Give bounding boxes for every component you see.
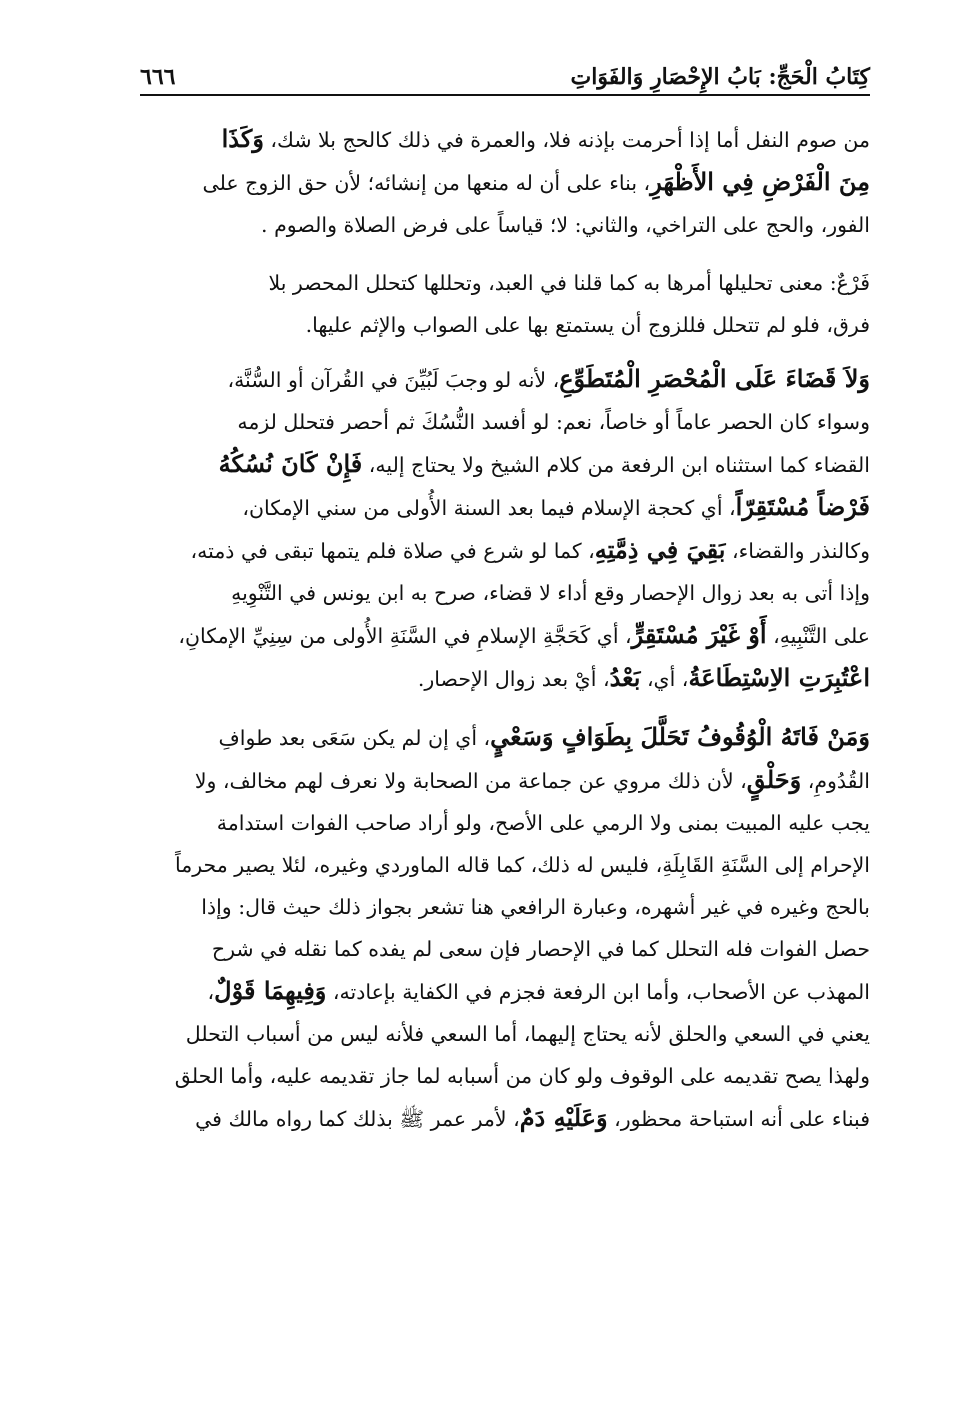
matn-highlight: وَحَلْقٍ <box>746 765 802 794</box>
text-segment: حصل الفوات فله التحلل كما في الإحصار فإن سعى لم يفده كما نقله في شرح <box>211 937 870 961</box>
text-segment: الفور، والحج على التراخي، والثاني: لا؛ قياساً على فرض الصلاة والصوم . <box>261 213 870 237</box>
text-segment: فرق، فلو لم تتحلل فللزوج أن يستمتع بها على الصواب والإثم عليها. <box>305 313 870 337</box>
text-segment: ، أي كحجة الإسلام فيما بعد السنة الأُولى من سني الإمكان، <box>242 496 736 520</box>
text-segment: ، <box>207 980 215 1004</box>
text-segment: الإحرام إلى السَّنَةِ القَابِلَةِ، فليس له ذلك، كما قاله الماوردي وغيره، لئلا يصير محرماً <box>175 853 870 877</box>
matn-highlight: وَلاَ قَضَاءَ عَلَى الْمُحْصَرِ الْمُتَطَوِّعِ <box>559 364 870 393</box>
text-segment: القُدُومِ، <box>801 769 870 793</box>
text-segment: ، أي، <box>640 667 689 691</box>
text-line <box>140 262 870 304</box>
text-line <box>140 161 870 204</box>
matn-highlight: بَقِيَ فِي ذِمَّتِهِ <box>594 535 726 564</box>
text-line <box>140 614 870 657</box>
text-segment: وإذا أتى به بعد زوال الإحصار وقع أداء لا قضاء، صرح به ابن يونس في التَّنْوِيهِ <box>231 581 870 605</box>
text-segment: ، أي إن لم يكن سَعَى بعد طوافِ <box>218 726 491 750</box>
paragraph <box>140 262 870 346</box>
matn-highlight: أَوْ غَيْرَ مُسْتَقِرٍّ <box>631 620 767 649</box>
text-line <box>140 304 870 346</box>
matn-highlight: مِنَ الْفَرْضِ فِي الأَظْهَرِ <box>650 167 870 196</box>
text-segment: ، أي كَحَجَّةِ الإسلامِ في السَّنَةِ الأُولى من سِنِيِّ الإمكانِ، <box>178 624 632 648</box>
text-line <box>140 358 870 401</box>
text-segment: ، أيْ بعد زوال الإحصار. <box>417 667 610 691</box>
text-line <box>140 1097 870 1140</box>
running-header <box>140 50 870 96</box>
matn-highlight: وَكَذَا <box>221 124 264 153</box>
text-segment: وسواء كان الحصر عاماً أو خاصاً، نعم: لو أفسد النُّسُكَ ثم أحصر فتحلل لزمه <box>237 410 870 434</box>
text-line <box>140 802 870 844</box>
text-line <box>140 204 870 246</box>
text-line <box>140 928 870 970</box>
paragraph <box>140 716 870 1140</box>
text-segment: بالحج وغيره في غير أشهره، وعبارة الرافعي هنا تشعر بجواز ذلك حيث قال: وإذا <box>201 895 870 919</box>
page-body <box>140 118 870 1156</box>
text-line <box>140 572 870 614</box>
text-segment: ، لأنه لو وجبَ لَبُيِّنَ في القُرآن أو السُّنَّة، <box>227 368 560 392</box>
paragraph <box>140 118 870 246</box>
matn-highlight: فَإِنْ كَانَ نُسُكُهُ <box>218 449 363 478</box>
text-segment: ، بناء على أن له منعها من إنشائه؛ لأن حق الزوج على <box>202 171 651 195</box>
text-line <box>140 759 870 802</box>
text-segment: القضاء كما استثناه ابن الرفعة من كلام الشيخ ولا يحتاج إليه، <box>362 453 870 477</box>
text-line <box>140 529 870 572</box>
matn-highlight: فَرْضاً مُسْتَقِرّاً <box>735 492 870 521</box>
page-number: ٦٦٦ <box>140 64 176 90</box>
text-line <box>140 657 870 700</box>
text-segment: من صوم النفل أما إذا أحرمت بإذنه فلا، والعمرة في ذلك كالحج بلا شك، <box>263 128 870 152</box>
text-line <box>140 401 870 443</box>
matn-highlight: وَمَنْ فَاتَهُ الْوُقُوفُ تَحَلَّلَ بِطَوَافٍ وَسَعْيٍ <box>490 722 870 751</box>
text-segment: ولهذا يصح تقديمه على الوقوف ولو كان من أسبابه لما جاز تقديمه عليه، وأما الحلق <box>174 1064 870 1088</box>
text-segment: يعني في السعي والحلق لأنه يحتاج إليهما، أما السعي فلأنه ليس من أسباب التحلل <box>185 1022 870 1046</box>
text-segment: ، كما لو شرع في صلاة فلم يتمها تبقى في ذمته، <box>190 539 595 563</box>
text-segment: على التَّنْبِيهِ، <box>766 624 870 648</box>
text-segment: ، لأمر عمر ﷺ بذلك كما رواه مالك في <box>195 1107 520 1131</box>
matn-highlight: وَفِيهِمَا قَوْلٌ <box>214 976 327 1005</box>
text-segment: فبناء على أنه استباحة محظور، <box>607 1107 870 1131</box>
text-line <box>140 486 870 529</box>
text-line <box>140 1013 870 1055</box>
text-segment: ، لأن ذلك مروي عن جماعة من الصحابة ولا نعرف لهم مخالف، ولا <box>194 769 747 793</box>
text-segment: فَرْعٌ: معنى تحليلها أمرها به كما قلنا في العبد، وتحللها كتحلل المحصر بلا <box>268 271 870 295</box>
text-line <box>140 443 870 486</box>
chapter-title: كِتَابُ الْحَجِّ: بَابُ الإِحْصَارِ وَالفَوَاتِ <box>570 64 870 90</box>
text-line <box>140 844 870 886</box>
text-line <box>140 886 870 928</box>
paragraph <box>140 358 870 700</box>
text-line <box>140 970 870 1013</box>
text-line <box>140 118 870 161</box>
text-segment: وكالنذر والقضاء، <box>725 539 870 563</box>
text-segment: يجب عليه المبيت بمنى ولا الرمي على الأصح، ولو أراد صاحب الفوات استدامة <box>216 811 870 835</box>
matn-highlight: بَعْدُ <box>609 663 641 692</box>
matn-highlight: وَعَلَيْهِ دَمٌ <box>519 1103 608 1132</box>
text-line <box>140 1055 870 1097</box>
text-segment: المهذب عن الأصحاب، وأما ابن الرفعة فجزم في الكفاية بإعادته، <box>326 980 870 1004</box>
text-line <box>140 716 870 759</box>
matn-highlight: اعْتُبِرَتِ الاِسْتِطَاعَةُ <box>688 663 870 692</box>
